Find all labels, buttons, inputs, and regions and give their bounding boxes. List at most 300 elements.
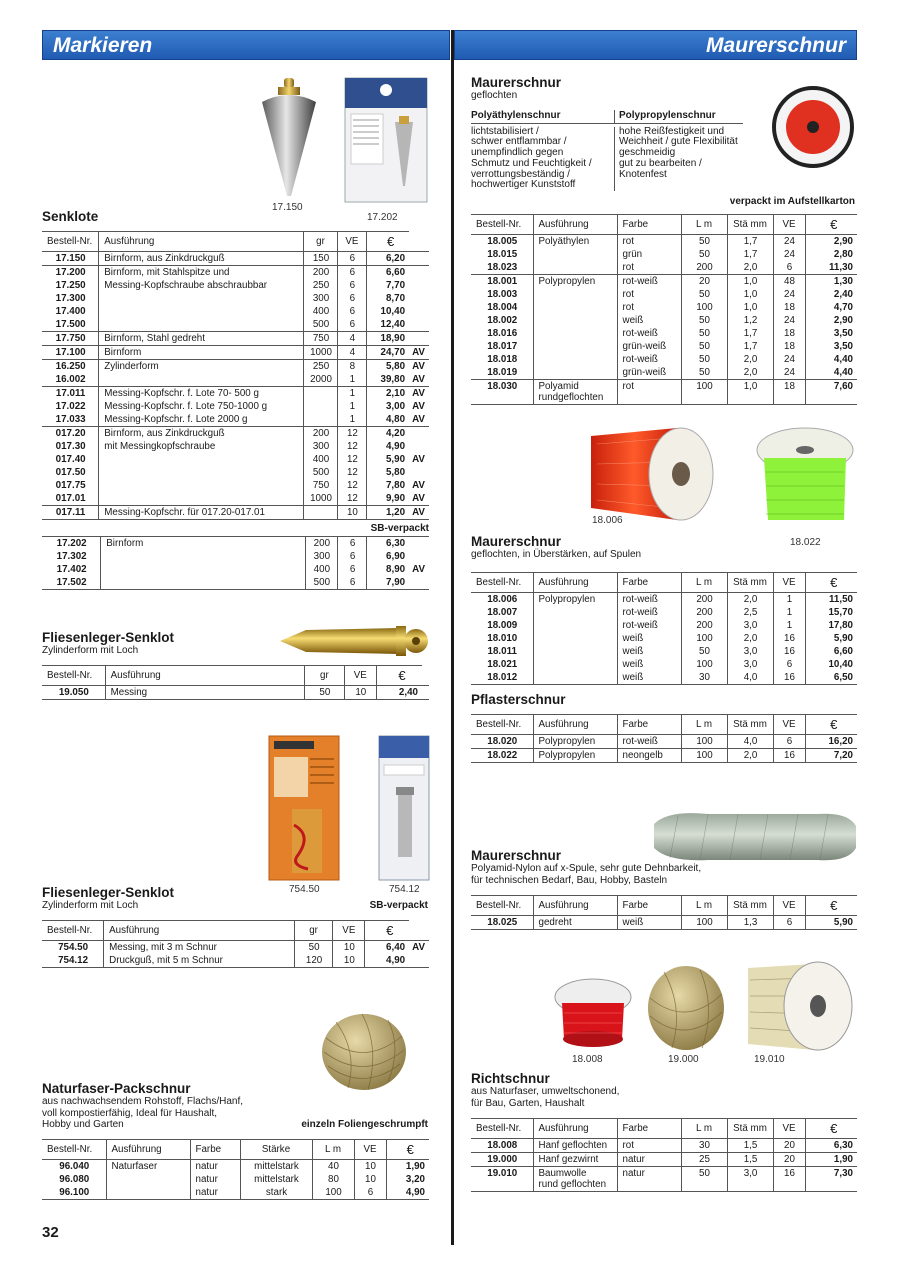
ausfuehrung — [106, 1186, 190, 1200]
preis: 1,20 — [367, 506, 409, 520]
col-lm: L m — [681, 572, 727, 592]
farbe: weiß — [617, 671, 681, 685]
ausfuehrung — [533, 314, 617, 327]
bestell-nr: 17.302 — [56, 551, 87, 562]
staerke: 4,0 — [727, 735, 773, 749]
table-row — [471, 645, 857, 658]
laenge: 20 — [681, 275, 727, 289]
preis: 2,40 — [805, 288, 857, 301]
fliesen1-table — [42, 665, 429, 700]
ve: 12 — [337, 453, 366, 466]
property-line: verrottungsbeständig / — [471, 168, 570, 180]
twine-ball-image — [318, 1008, 410, 1092]
maurer1-title: Maurerschnur — [471, 75, 562, 90]
bestell-nr: 19.050 — [42, 685, 105, 699]
staerke: 1,3 — [727, 916, 773, 930]
spool-18006-image — [577, 424, 717, 524]
av-badge: AV — [412, 414, 425, 425]
fliesen2-title: Fliesenleger-Senklot — [42, 885, 175, 900]
bestell-nr: 18.003 — [487, 289, 518, 300]
preis: 6,30 — [805, 1139, 857, 1153]
senklote-img2-caption: 17.202 — [367, 212, 398, 223]
preis: 8,90 — [367, 563, 409, 576]
bestell-nr: 17.502 — [42, 576, 101, 590]
ve: 6 — [338, 576, 367, 590]
col-euro: € — [805, 896, 857, 916]
table-row — [471, 235, 857, 249]
ve: 12 — [337, 466, 366, 479]
preis: 4,40 — [805, 366, 857, 380]
naturfaser-note: einzeln Foliengeschrumpft — [301, 1119, 428, 1130]
table-row — [471, 735, 857, 749]
col-ve: VE — [354, 1139, 386, 1159]
staerke: stark — [240, 1186, 312, 1200]
ausfuehrung: Polyäthylen — [533, 235, 617, 249]
table-row — [471, 606, 857, 619]
farbe: rot-weiß — [617, 606, 681, 619]
laenge: 100 — [312, 1186, 354, 1200]
table-row — [42, 563, 429, 576]
preis: 11,50 — [805, 592, 857, 606]
fliesen-package-orange-image — [268, 735, 340, 881]
preis: 1,30 — [805, 275, 857, 289]
farbe: weiß — [617, 658, 681, 671]
preis: 17,80 — [805, 619, 857, 632]
richt-img1-caption: 18.008 — [572, 1054, 603, 1065]
ve: 24 — [773, 314, 805, 327]
senklote-table — [42, 231, 429, 520]
preis: 10,40 — [805, 658, 857, 671]
maurer2-img1-caption: 18.006 — [592, 515, 623, 526]
laenge: 30 — [681, 1139, 727, 1153]
farbe: natur — [190, 1173, 240, 1186]
preis: 1,90 — [805, 1153, 857, 1167]
ve: 6 — [338, 537, 367, 551]
bestell-nr: 18.010 — [487, 632, 518, 644]
preis: 5,90 — [805, 916, 857, 930]
fliesen2-img1-caption: 754.50 — [289, 884, 320, 895]
ausfuehrung: Messing-Kopfschr. für 017.20-017.01 — [99, 506, 304, 520]
col-bestell-nr: Bestell-Nr. — [471, 1119, 533, 1139]
preis: 6,30 — [367, 537, 409, 551]
ausfuehrung — [533, 606, 617, 619]
preis: 39,80 — [367, 373, 409, 387]
av-badge — [409, 440, 429, 453]
ve: 1 — [337, 413, 366, 427]
col-ve: VE — [337, 232, 366, 252]
richt-table — [471, 1118, 857, 1192]
laenge: 50 — [681, 314, 727, 327]
farbe: natur — [190, 1159, 240, 1173]
table-row — [471, 916, 857, 930]
maurer2-img2-caption: 18.022 — [790, 537, 821, 548]
col-bestell-nr: Bestell-Nr. — [471, 215, 533, 235]
preis: 4,90 — [365, 954, 409, 968]
pflaster-table — [471, 714, 857, 763]
ve: 20 — [773, 1153, 805, 1167]
table-row — [42, 332, 429, 346]
ve: 6 — [354, 1186, 386, 1200]
ausfuehrung: gedreht — [533, 916, 617, 930]
bestell-nr: 17.022 — [55, 401, 86, 412]
av-badge: AV — [412, 493, 425, 504]
bestell-nr: 017.50 — [55, 467, 86, 478]
farbe: natur — [190, 1186, 240, 1200]
table-row — [42, 427, 429, 441]
preis: 4,20 — [367, 427, 409, 441]
ausfuehrung — [99, 453, 304, 466]
ausfuehrung: Birnform, mit Stahlspitze und — [99, 266, 304, 280]
gewicht: 200 — [304, 266, 337, 280]
laenge: 50 — [681, 235, 727, 249]
bestell-nr: 18.015 — [487, 249, 518, 260]
bestell-nr: 17.202 — [42, 537, 101, 551]
header-right-banner — [454, 30, 857, 60]
gewicht: 400 — [305, 563, 337, 576]
farbe: grün-weiß — [617, 340, 681, 353]
preis: 6,20 — [367, 252, 409, 266]
preis: 5,80 — [367, 360, 409, 374]
av-badge — [422, 685, 429, 699]
table-row — [471, 671, 857, 685]
laenge: 100 — [681, 658, 727, 671]
header-right-title: Maurerschnur — [705, 34, 846, 57]
col-bestell-nr: Bestell-Nr. — [471, 896, 533, 916]
ve: 1 — [337, 387, 366, 401]
staerke: mittelstark — [240, 1159, 312, 1173]
av-badge — [409, 576, 429, 590]
table-row — [471, 314, 857, 327]
ve: 24 — [773, 235, 805, 249]
col-euro: € — [805, 572, 857, 592]
laenge: 50 — [681, 288, 727, 301]
staerke: 2,0 — [727, 632, 773, 645]
staerke: 2,0 — [727, 353, 773, 366]
ausfuehrung: Hanf gezwirnt — [533, 1153, 617, 1167]
table-row — [42, 400, 429, 413]
senklote-sb-table — [42, 536, 429, 590]
staerke: 1,0 — [727, 380, 773, 405]
maurer1-subtitle: geflochten — [471, 90, 518, 101]
ausfuehrung: Baumwolle rund geflochten — [533, 1167, 617, 1192]
ausfuehrung: Birnform, aus Zinkdruckguß — [99, 252, 304, 266]
preis: 7,70 — [367, 279, 409, 292]
ausfuehrung: Hanf geflochten — [533, 1139, 617, 1153]
farbe: natur — [617, 1167, 681, 1192]
farbe: weiß — [617, 645, 681, 658]
header-left-title: Markieren — [53, 34, 153, 57]
ve: 1 — [773, 619, 805, 632]
av-badge — [409, 279, 429, 292]
laenge: 100 — [681, 301, 727, 314]
farbe: rot — [617, 301, 681, 314]
ve: 12 — [337, 427, 366, 441]
col-euro: € — [805, 215, 857, 235]
bestell-nr: 16.250 — [42, 360, 99, 374]
ve: 6 — [337, 305, 366, 318]
richt-sub-1: aus Naturfaser, umweltschonend, — [471, 1086, 620, 1097]
bestell-nr: 017.11 — [42, 506, 99, 520]
bestell-nr: 18.007 — [487, 606, 518, 618]
table-row — [471, 248, 857, 261]
ausfuehrung — [533, 353, 617, 366]
ausfuehrung: Zylinderform — [99, 360, 304, 374]
laenge: 100 — [681, 735, 727, 749]
av-badge — [409, 332, 429, 346]
ve: 18 — [773, 340, 805, 353]
col-ausfuehrung: Ausführung — [105, 665, 305, 685]
col-euro: € — [365, 920, 409, 940]
col-ausfuehrung: Ausführung — [533, 215, 617, 235]
fliesen2-sb-note: SB-verpackt — [369, 900, 428, 911]
farbe: weiß — [617, 314, 681, 327]
col-staerke-mm: Stä mm — [727, 215, 773, 235]
ve: 6 — [773, 658, 805, 671]
preis: 24,70 — [367, 346, 409, 360]
table-row — [471, 592, 857, 606]
maurer3-sub-1: Polyamid-Nylon auf x-Spule, sehr gute Dehnbarkeit, — [471, 863, 702, 874]
table-row — [471, 366, 857, 380]
ausfuehrung — [99, 318, 304, 332]
table-row — [42, 292, 429, 305]
ausfuehrung — [533, 248, 617, 261]
fliesen-package-blue-image — [378, 735, 430, 881]
ausfuehrung — [533, 632, 617, 645]
preis: 3,50 — [805, 340, 857, 353]
bestell-nr: 18.020 — [471, 735, 533, 749]
col-staerke-mm: Stä mm — [727, 896, 773, 916]
ve: 10 — [344, 685, 377, 699]
packaged-plumb-image — [343, 76, 429, 204]
gewicht: 300 — [304, 440, 337, 453]
gewicht: 50 — [294, 940, 333, 954]
ve: 6 — [338, 563, 367, 576]
gewicht: 300 — [304, 292, 337, 305]
bestell-nr: 16.002 — [55, 374, 86, 385]
staerke: 1,7 — [727, 248, 773, 261]
preis: 6,60 — [367, 266, 409, 280]
naturfaser-title: Naturfaser-Packschnur — [42, 1081, 191, 1096]
table-row — [42, 479, 429, 492]
table-row — [42, 1159, 429, 1173]
staerke: mittelstark — [240, 1173, 312, 1186]
naturfaser-table — [42, 1139, 429, 1200]
ve: 1 — [773, 592, 805, 606]
fliesen1-subtitle: Zylinderform mit Loch — [42, 645, 139, 656]
property-line: gut zu bearbeiten / — [619, 157, 702, 169]
ve: 10 — [333, 940, 365, 954]
gewicht: 250 — [304, 360, 337, 374]
av-badge: AV — [409, 387, 429, 401]
preis: 7,30 — [805, 1167, 857, 1192]
col-ausfuehrung: Ausführung — [533, 715, 617, 735]
table-row — [471, 288, 857, 301]
preis: 2,90 — [805, 235, 857, 249]
preis: 16,20 — [805, 735, 857, 749]
laenge: 50 — [681, 353, 727, 366]
gewicht: 120 — [294, 954, 333, 968]
laenge: 200 — [681, 619, 727, 632]
ausfuehrung — [106, 1173, 190, 1186]
laenge: 50 — [681, 248, 727, 261]
gewicht: 500 — [304, 466, 337, 479]
ausfuehrung: Polypropylen — [533, 735, 617, 749]
laenge: 50 — [681, 340, 727, 353]
av-badge: AV — [409, 346, 429, 360]
table-row — [42, 1173, 429, 1186]
preis: 18,90 — [367, 332, 409, 346]
farbe: rot — [617, 380, 681, 405]
bestell-nr: 754.12 — [42, 954, 104, 968]
table-row — [42, 506, 429, 520]
col-bestell-nr: Bestell-Nr. — [471, 715, 533, 735]
laenge: 40 — [312, 1159, 354, 1173]
senklote-sb-note: SB-verpackt — [370, 523, 429, 534]
ve: 24 — [773, 288, 805, 301]
maurer2-section — [471, 534, 857, 685]
table-row — [42, 453, 429, 466]
richt-sub-2: für Bau, Garten, Haushalt — [471, 1097, 585, 1109]
laenge: 80 — [312, 1173, 354, 1186]
col-staerke-mm: Stä mm — [727, 1119, 773, 1139]
ausfuehrung: Birnform — [99, 346, 304, 360]
ve: 6 — [337, 292, 366, 305]
av-badge — [409, 466, 429, 479]
av-badge: AV — [412, 564, 425, 575]
gewicht: 500 — [305, 576, 337, 590]
ausfuehrung — [533, 301, 617, 314]
table-row — [471, 261, 857, 275]
preis: 7,60 — [805, 380, 857, 405]
ausfuehrung — [533, 658, 617, 671]
property-line: unempfindlich gegen — [471, 147, 564, 159]
staerke: 1,2 — [727, 314, 773, 327]
bestell-nr: 96.080 — [59, 1173, 90, 1185]
polyaethylen-heading: Polyäthylenschnur — [471, 109, 561, 121]
spool-18008-image — [552, 975, 634, 1049]
ausfuehrung: Messing, mit 3 m Schnur — [104, 940, 295, 954]
ve: 1 — [337, 400, 366, 413]
laenge: 50 — [681, 645, 727, 658]
preis: 7,20 — [805, 749, 857, 763]
bestell-nr: 19.000 — [471, 1153, 533, 1167]
red-spool-boxed-image — [772, 86, 854, 168]
col-farbe: Farbe — [190, 1139, 240, 1159]
ve: 10 — [354, 1173, 386, 1186]
col-farbe: Farbe — [617, 715, 681, 735]
preis: 7,80 — [367, 479, 409, 492]
preis: 6,60 — [805, 645, 857, 658]
property-line: Schmutz und Feuchtigkeit / — [471, 157, 592, 169]
ve: 4 — [337, 346, 366, 360]
column-divider — [451, 30, 454, 1245]
preis: 5,80 — [367, 466, 409, 479]
preis: 4,80 — [367, 413, 409, 427]
preis: 6,40 — [365, 940, 409, 954]
ausfuehrung: Birnform, Stahl gedreht — [99, 332, 304, 346]
laenge: 100 — [681, 632, 727, 645]
table-row — [42, 252, 429, 266]
av-badge: AV — [412, 374, 425, 385]
col-staerke: Stärke — [240, 1139, 312, 1159]
staerke: 3,0 — [727, 1167, 773, 1192]
ausfuehrung — [533, 340, 617, 353]
table-row — [42, 279, 429, 292]
maurer1-properties — [471, 110, 743, 192]
ve: 16 — [773, 1167, 805, 1192]
gewicht — [304, 400, 337, 413]
bestell-nr: 18.012 — [471, 671, 533, 685]
property-line: geschmeidig — [619, 147, 676, 159]
col-ausfuehrung: Ausführung — [533, 896, 617, 916]
av-badge: AV — [409, 506, 429, 520]
table-row — [471, 353, 857, 366]
bestell-nr: 18.016 — [487, 328, 518, 339]
bestell-nr: 017.20 — [42, 427, 99, 441]
ausfuehrung: Druckguß, mit 5 m Schnur — [104, 954, 295, 968]
ausfuehrung — [533, 288, 617, 301]
col-euro: € — [805, 1119, 857, 1139]
ausfuehrung — [99, 292, 304, 305]
bestell-nr: 18.023 — [487, 262, 518, 273]
bestell-nr: 17.150 — [42, 252, 99, 266]
gewicht: 400 — [304, 453, 337, 466]
maurer1-note: verpackt im Aufstellkarton — [729, 196, 855, 207]
farbe: rot-weiß — [617, 353, 681, 366]
ve: 12 — [337, 479, 366, 492]
table-row — [42, 440, 429, 453]
ausfuehrung — [533, 327, 617, 340]
preis: 7,90 — [367, 576, 409, 590]
av-badge — [409, 305, 429, 318]
table-row — [42, 346, 429, 360]
col-bestell-nr: Bestell-Nr. — [42, 1139, 106, 1159]
preis: 5,90 — [805, 632, 857, 645]
bestell-nr: 18.011 — [487, 645, 517, 657]
ausfuehrung: Messing-Kopfschr. f. Lote 750-1000 g — [99, 400, 304, 413]
farbe: weiß — [617, 632, 681, 645]
preis: 11,30 — [805, 261, 857, 275]
bestell-nr: 18.022 — [471, 749, 533, 763]
ausfuehrung — [533, 261, 617, 275]
laenge: 50 — [681, 1167, 727, 1192]
ausfuehrung — [99, 305, 304, 318]
preis: 4,90 — [386, 1186, 429, 1200]
property-line: Weichheit / gute Flexibilität — [619, 136, 738, 148]
farbe: neongelb — [617, 749, 681, 763]
col-bestell-nr: Bestell-Nr. — [42, 232, 99, 252]
maurer3-sub-2: für technischen Bedarf, Bau, Hobby, Basteln — [471, 874, 668, 886]
bestell-nr: 18.021 — [487, 658, 518, 670]
av-badge — [409, 537, 429, 551]
col-lm: L m — [681, 715, 727, 735]
table-row — [42, 954, 429, 968]
preis: 3,20 — [386, 1173, 429, 1186]
property-line: Knotenfest — [619, 168, 667, 180]
ausfuehrung: Messing — [105, 685, 305, 699]
table-row — [42, 466, 429, 479]
ve: 6 — [337, 266, 366, 280]
ausfuehrung — [533, 619, 617, 632]
bestell-nr: 17.033 — [55, 414, 86, 425]
ve: 18 — [773, 380, 805, 405]
col-staerke-mm: Stä mm — [727, 572, 773, 592]
farbe: rot-weiß — [617, 735, 681, 749]
preis: 3,50 — [805, 327, 857, 340]
staerke: 2,0 — [727, 749, 773, 763]
ausfuehrung: Messing-Kopfschr. f. Lote 2000 g — [99, 413, 304, 427]
bestell-nr: 18.001 — [471, 275, 533, 289]
